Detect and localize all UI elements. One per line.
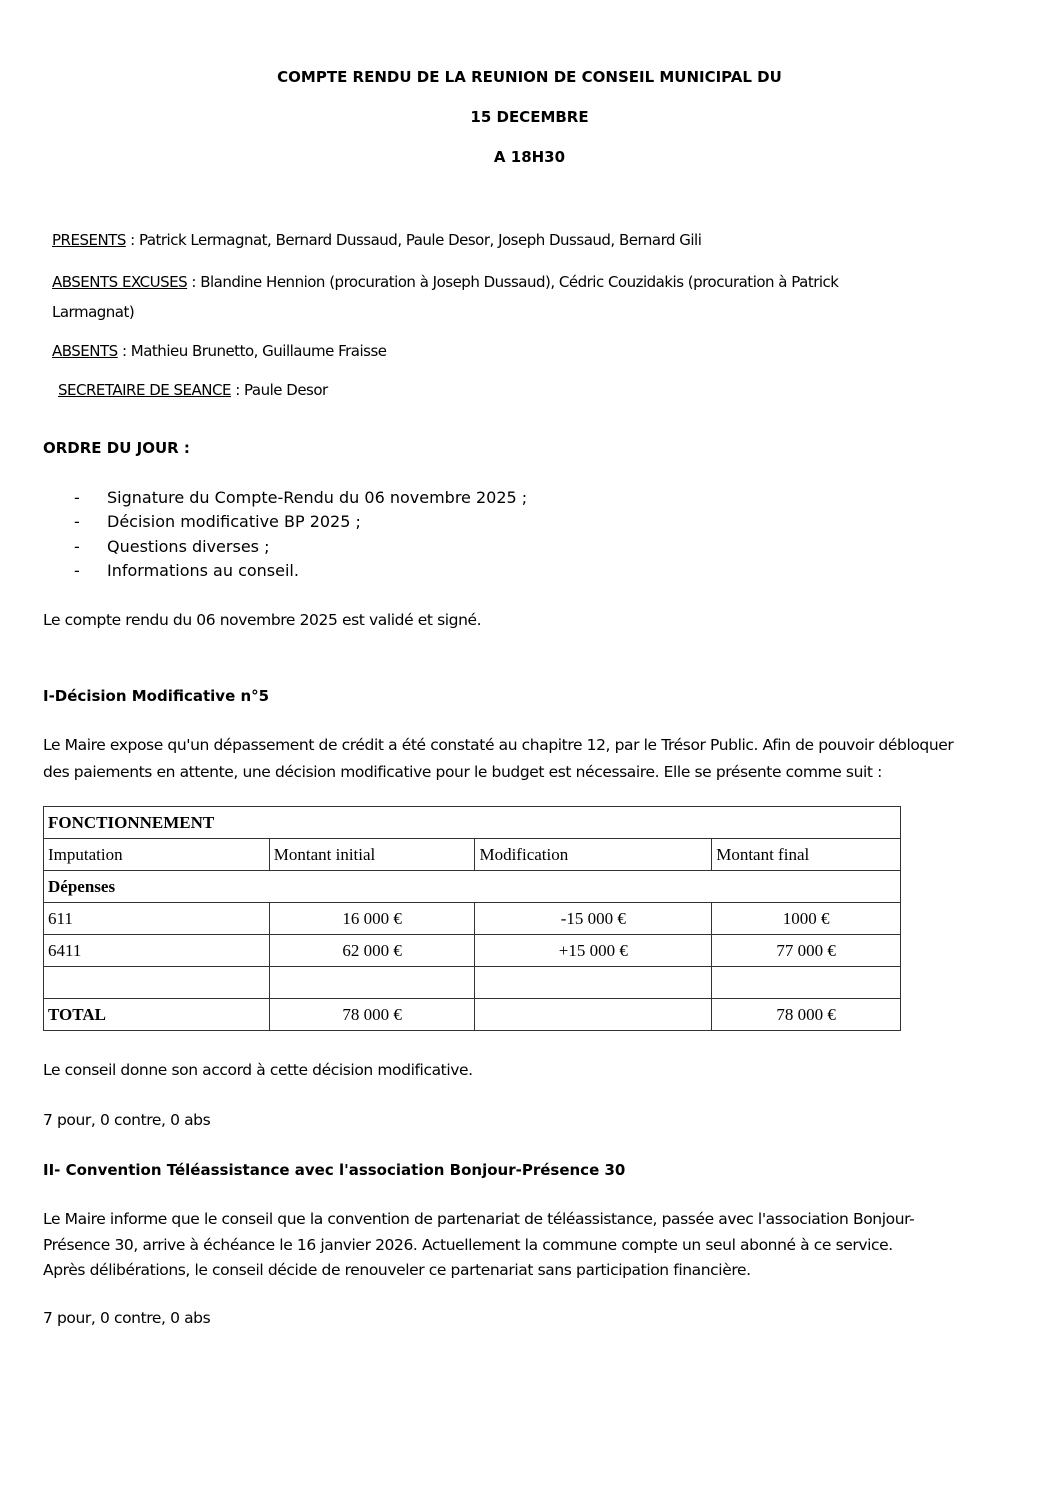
- absents-line: [52, 342, 387, 360]
- modification-cell: -15 000 €: [475, 903, 712, 935]
- empty-cell: [269, 967, 475, 999]
- section1-agreement: Le conseil donne son accord à cette décision modificative.: [43, 1061, 473, 1079]
- total-initial-cell: 78 000 €: [269, 999, 475, 1031]
- table-group-row: [44, 871, 901, 903]
- section1-paragraph-line1: Le Maire expose qu'un dépassement de crédit a été constaté au chapitre 12, par le Trésor Public. Afin de pouvoir débloquer: [43, 736, 954, 754]
- document-title-time: A 18H30: [493, 148, 566, 166]
- modification-cell: +15 000 €: [475, 935, 712, 967]
- column-header: Modification: [475, 839, 712, 871]
- bullet-dash: -: [74, 561, 80, 580]
- section2-title: II- Convention Téléassistance avec l'association Bonjour-Présence 30: [43, 1161, 626, 1179]
- column-header: Montant final: [712, 839, 901, 871]
- final-amount-cell: 1000 €: [712, 903, 901, 935]
- section1-title: I-Décision Modificative n°5: [43, 687, 270, 705]
- group-label: Dépenses: [44, 871, 901, 903]
- validation-text: Le compte rendu du 06 novembre 2025 est validé et signé.: [43, 611, 482, 629]
- secretaire-label: SECRETAIRE DE SEANCE: [58, 381, 231, 399]
- initial-amount-cell: 16 000 €: [269, 903, 475, 935]
- excuses-label: ABSENTS EXCUSES: [52, 273, 188, 291]
- absents-label: ABSENTS: [52, 342, 118, 360]
- empty-cell: [475, 967, 712, 999]
- section1-paragraph-line2: des paiements en attente, une décision modificative pour le budget est nécessaire. Elle se présente comme suit :: [43, 763, 882, 781]
- section2-paragraph-line2: Présence 30, arrive à échéance le 16 janvier 2026. Actuellement la commune compte un seul abonné à ce service.: [43, 1236, 893, 1254]
- section2-paragraph-line1: Le Maire informe que le conseil que la convention de partenariat de téléassistance, passée avec l'association Bonjour-: [43, 1210, 915, 1228]
- imputation-cell: 6411: [44, 935, 270, 967]
- bullet-dash: -: [74, 488, 80, 507]
- secretaire-value: : Paule Desor: [230, 381, 328, 399]
- agenda-title: ORDRE DU JOUR :: [43, 439, 190, 457]
- final-amount-cell: 77 000 €: [712, 935, 901, 967]
- section2-paragraph-line3: Après délibérations, le conseil décide de renouveler ce partenariat sans participation financière.: [43, 1261, 751, 1279]
- table-title: FONCTIONNEMENT: [44, 807, 901, 839]
- table-header-row: [44, 839, 901, 871]
- table-row: [44, 935, 901, 967]
- column-header: Imputation: [44, 839, 270, 871]
- column-header: Montant initial: [269, 839, 475, 871]
- section2-vote: 7 pour, 0 contre, 0 abs: [43, 1309, 211, 1327]
- document-title-date: 15 DECEMBRE: [470, 108, 589, 126]
- document-title-line1: COMPTE RENDU DE LA REUNION DE CONSEIL MUNICIPAL DU: [277, 68, 782, 86]
- excuses-line-2: Larmagnat): [52, 303, 135, 321]
- table-title-row: [44, 807, 901, 839]
- section1-vote: 7 pour, 0 contre, 0 abs: [43, 1111, 211, 1129]
- total-label: TOTAL: [44, 999, 270, 1031]
- table-row-empty: [44, 967, 901, 999]
- budget-table: [43, 806, 901, 1031]
- presents-label: PRESENTS: [52, 231, 126, 249]
- excuses-value: : Blandine Hennion (procuration à Joseph Dussaud), Cédric Couzidakis (procuration à Patrick: [187, 273, 839, 291]
- table-row: [44, 903, 901, 935]
- absents-value: : Mathieu Brunetto, Guillaume Fraisse: [117, 342, 387, 360]
- table-total-row: [44, 999, 901, 1031]
- imputation-cell: 611: [44, 903, 270, 935]
- empty-cell: [712, 967, 901, 999]
- bullet-dash: -: [74, 537, 80, 556]
- secretaire-line: [58, 381, 328, 399]
- initial-amount-cell: 62 000 €: [269, 935, 475, 967]
- total-modification-cell: [475, 999, 712, 1031]
- presents-value: : Patrick Lermagnat, Bernard Dussaud, Paule Desor, Joseph Dussaud, Bernard Gili: [125, 231, 702, 249]
- total-final-cell: 78 000 €: [712, 999, 901, 1031]
- presents-line: [52, 231, 701, 249]
- empty-cell: [44, 967, 270, 999]
- excuses-line: [52, 273, 839, 291]
- bullet-dash: -: [74, 512, 80, 531]
